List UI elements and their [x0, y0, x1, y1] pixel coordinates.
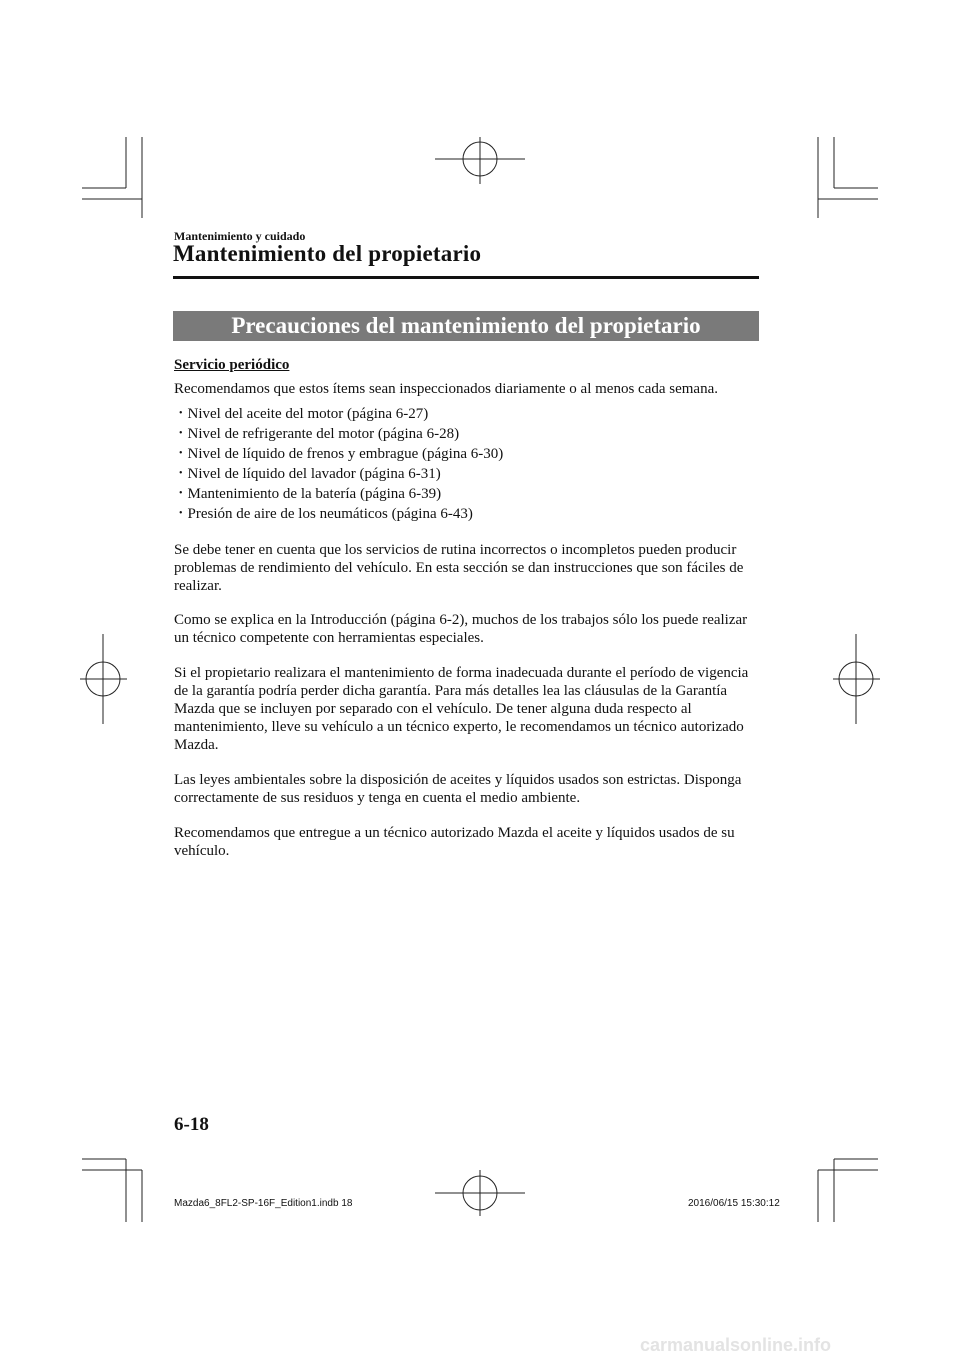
body-paragraph: Se debe tener en cuenta que los servicios de rutina incorrectos o incompletos pueden producir problemas de rendimiento del vehículo. En esta sección se dan instrucciones que son fáciles de realizar.	[174, 542, 744, 594]
section-banner: Precauciones del mantenimiento del propietario	[173, 311, 759, 341]
title-divider	[173, 276, 759, 279]
body-paragraph: Las leyes ambientales sobre la disposición de aceites y líquidos usados son estrictas. Disponga correctamente de sus residuos y tenga en cuenta el medio ambiente.	[174, 772, 742, 806]
body-paragraph: Recomendamos que entregue a un técnico autorizado Mazda el aceite y líquidos usados de su vehículo.	[174, 825, 735, 859]
page-number: 6-18	[174, 1114, 209, 1135]
list-item: • Nivel de líquido de frenos y embrague (página 6-30)	[179, 445, 503, 465]
page-title: Mantenimiento del propietario	[173, 241, 482, 266]
subheading: Servicio periódico	[174, 357, 290, 373]
list-item: • Nivel de refrigerante del motor (página 6-28)	[179, 425, 503, 445]
list-item: • Nivel de líquido del lavador (página 6-31)	[179, 465, 503, 485]
print-file-info: Mazda6_8FL2-SP-16F_Edition1.indb 18	[174, 1198, 353, 1209]
list-item: • Nivel del aceite del motor (página 6-27)	[179, 405, 503, 425]
body-paragraph: Si el propietario realizara el mantenimiento de forma inadecuada durante el período de vigencia de la garantía podría perder dicha garantía. Para más detalles lea las cláusulas de la Garantía Mazda que se incluyen por separado con el vehículo. De tener alguna duda respecto al mantenimiento, lleve su vehículo a un técnico experto, le recomendamos un técnico autorizado Mazda.	[174, 665, 749, 753]
watermark: carmanualsonline.info	[640, 1335, 832, 1355]
print-timestamp: 2016/06/15 15:30:12	[688, 1198, 780, 1209]
list-item: • Mantenimiento de la batería (página 6-39)	[179, 485, 503, 505]
list-item: • Presión de aire de los neumáticos (página 6-43)	[179, 505, 503, 525]
intro-paragraph: Recomendamos que estos ítems sean inspeccionados diariamente o al menos cada semana.	[174, 381, 718, 397]
body-paragraph: Como se explica en la Introducción (página 6-2), muchos de los trabajos sólo los puede realizar un técnico competente con herramientas especiales.	[174, 612, 748, 646]
inspection-list	[179, 405, 503, 525]
breadcrumb: Mantenimiento y cuidado	[174, 229, 306, 243]
